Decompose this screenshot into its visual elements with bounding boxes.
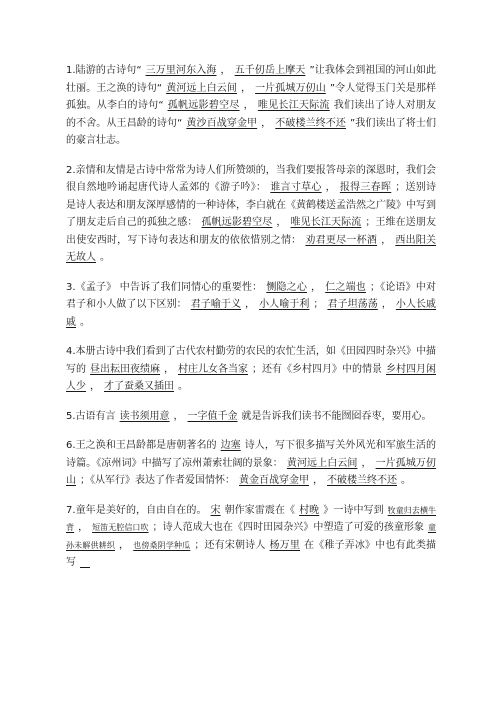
- question-text: ；《论语》中对君子和小人做了以下区别：: [66, 281, 437, 310]
- question-text: ，: [276, 217, 287, 228]
- answer-blank: 一字值千金: [187, 410, 238, 422]
- answer-blank: 村庄儿女各当家: [178, 363, 248, 375]
- answer-blank: 杨万里: [269, 539, 301, 551]
- answer-blank: 唯见长江天际流: [290, 217, 362, 228]
- answer-blank: 读书须用意: [119, 410, 170, 422]
- question-text: 1.陆游的古诗句“: [66, 65, 142, 76]
- question-text: ，: [361, 457, 372, 469]
- question-text: 。: [178, 381, 188, 392]
- answer-blank: 孤帆远影碧空尽: [201, 217, 273, 228]
- question-text: ”我们读出了将士们的豪言壮志。: [66, 117, 437, 146]
- question-text: 我们读出了诗人对朋友的不舍。从王昌龄的诗句“: [66, 100, 437, 129]
- question-text: ，: [173, 410, 184, 422]
- question-text: ，: [220, 65, 231, 76]
- answer-blank: 唯见长江天际流: [257, 100, 330, 111]
- answer-blank: 黄金百战穿金甲: [239, 475, 309, 486]
- question-7: [66, 502, 436, 572]
- question-text: 》一诗中写到: [323, 504, 384, 516]
- question-text: 6.王之涣和王昌龄都是唐朝著名的: [66, 440, 217, 451]
- question-text: 。: [80, 316, 90, 328]
- question-5: [66, 408, 436, 426]
- answer-blank: 小人长戚戚: [66, 299, 437, 328]
- answer-blank: 边塞: [220, 440, 241, 451]
- answer-blank: 黄河远上白云间: [286, 457, 358, 469]
- question-text: 就是告诉我们读书不能囫囵吞枣，要用心。: [241, 410, 432, 422]
- question-6: [66, 437, 436, 490]
- answer-blank: 仁之端也: [325, 281, 366, 293]
- answer-blank: 谁言寸草心: [270, 182, 322, 193]
- question-text: ，: [245, 299, 256, 310]
- answer-blank: 西出阳关无故人: [66, 234, 437, 263]
- answer-blank: 黄沙百战穿金甲: [186, 117, 258, 129]
- answer-blank: 报得三春晖: [339, 182, 392, 193]
- answer-blank: 五千仞岳上摩天: [234, 65, 306, 76]
- question-4: [66, 343, 436, 396]
- question-text: ；: [313, 299, 324, 310]
- answer-blank: 恻隐之心: [266, 281, 308, 293]
- question-2: [66, 162, 436, 267]
- question-text: ；《从军行》表达了作者爱国情怀：: [80, 475, 235, 486]
- question-text: ；还有宋朝诗人: [194, 539, 266, 551]
- answer-blank: 才了蚕桑又插田: [104, 381, 174, 392]
- answer-blank: [76, 557, 94, 568]
- question-text: ”令人觉得玉门关是那样孤独。从李白的诗句“: [66, 82, 437, 111]
- question-text: 7.童年是美好的，自由自在的。: [66, 504, 207, 516]
- question-text: ，: [325, 182, 336, 193]
- answer-blank: 劝君更尽一杯酒: [305, 234, 378, 246]
- answer-blank: 三万里河东入海: [145, 65, 217, 76]
- question-text: ，: [261, 117, 272, 129]
- question-text: ；还有《乡村四月》中的情景: [252, 363, 382, 375]
- question-text: 2.亲情和友情是古诗中常常为诗人们所赞颂的，当我们要报答母亲的深恩时，我们会很自然地吟诵起唐代诗人孟郊的《游子吟》：: [66, 164, 436, 193]
- answer-blank: 黄河远上白云间: [166, 82, 237, 94]
- answer-blank: 孤帆远影碧空尽: [167, 100, 240, 111]
- question-text: ”让我体会到祖国的河山如此壮丽。王之涣的诗句“: [66, 65, 437, 94]
- answer-blank: 君子喻于义: [190, 299, 242, 310]
- answer-blank: 也傍桑阴学种瓜: [133, 540, 191, 550]
- question-text: ，: [311, 281, 322, 293]
- answer-blank: 乡村四月闲人少: [66, 363, 436, 392]
- question-text: ，: [90, 381, 100, 392]
- answer-blank: 不破楼兰终不还: [275, 117, 347, 129]
- answer-blank: 牧童归去横牛背: [66, 505, 437, 532]
- answer-blank: 一片孤城万仞山: [255, 82, 326, 94]
- question-list: [66, 62, 436, 584]
- answer-blank: 昼出耘田夜绩麻: [90, 363, 160, 375]
- answer-blank: 短笛无腔信口吹: [92, 523, 149, 532]
- question-text: ；王维在送朋友出使安西时，写下诗句表达和朋友的依依惜别之情：: [66, 217, 437, 246]
- question-3: [66, 279, 436, 332]
- question-text: ，: [243, 100, 254, 111]
- answer-blank: 小人喻于利: [259, 299, 310, 310]
- question-text: ，: [240, 82, 252, 94]
- answer-blank: 君子坦荡荡: [327, 299, 378, 310]
- question-text: 5.古语有言: [66, 410, 116, 422]
- answer-blank: 一片孤城万仞山: [66, 457, 437, 486]
- question-text: ，: [313, 475, 323, 486]
- question-text: 在《稚子弄冰》中也有此类描写: [66, 539, 437, 568]
- answer-blank: 村晚: [299, 504, 320, 516]
- question-text: ，: [119, 539, 130, 551]
- question-text: ，: [78, 522, 89, 533]
- question-text: ；诗人范成大也在《四时田园杂兴》中塑造了可爱的孩童形象: [152, 522, 425, 533]
- question-text: ，: [381, 234, 392, 246]
- question-text: 诗人，写下很多描写关外风光和军旅生活的诗篇。《凉州词》中描写了凉州萧索壮阔的景象：: [66, 440, 436, 469]
- question-text: 。: [401, 475, 411, 486]
- question-text: ，: [381, 299, 392, 310]
- answer-blank: 不破楼兰终不还: [327, 475, 397, 486]
- question-text: 朝作家雷震在《: [224, 504, 296, 516]
- question-text: ，: [164, 363, 174, 375]
- question-text: 。: [100, 252, 110, 263]
- question-text: ；送别诗是诗人表达和朋友深厚感情的一种诗体，李白就在《黄鹤楼送孟浩然之广陵》中写到了朋友走后自己的孤独之感：: [66, 182, 437, 228]
- question-text: 3.《孟子》 中告诉了我们同情心的重要性：: [66, 281, 263, 293]
- question-1: [66, 62, 436, 150]
- question-text: 4.本册古诗中我们看到了古代农村勤劳的农民的农忙生活，如《田园四时杂兴》中描写的: [66, 346, 436, 375]
- answer-blank: 童孙未解供耕织: [66, 523, 437, 550]
- answer-blank: 宋: [210, 504, 221, 516]
